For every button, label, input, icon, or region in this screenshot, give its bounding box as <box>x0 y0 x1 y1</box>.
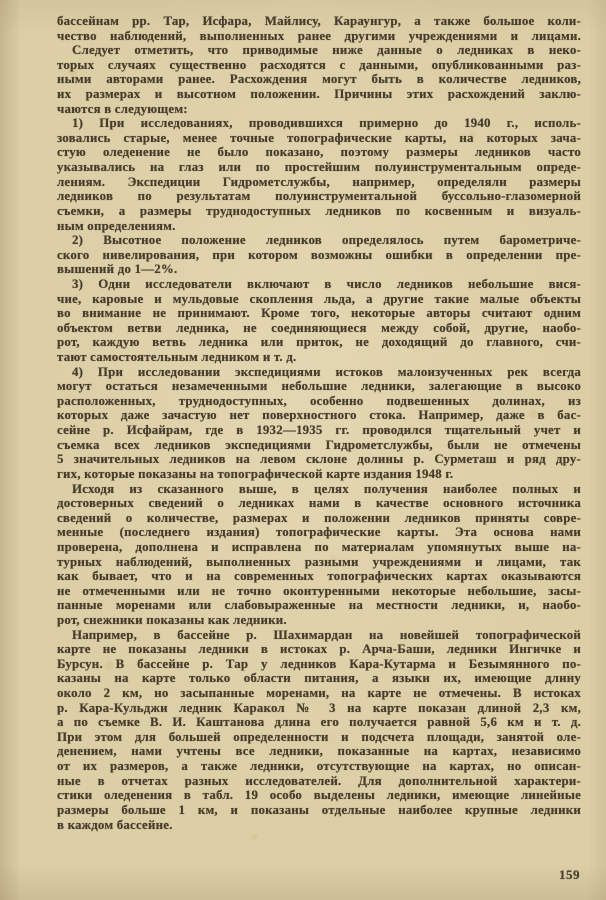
text-line: чие, каровые и мульдовые скопления льда, а другие такие малые объекты <box>57 291 581 306</box>
text-line: ные в отчетах разных исследователей. Для дополнительной характери- <box>57 773 581 788</box>
text-line: стики оледенения в табл. 19 особо выделены ледники, имеющие линейные <box>57 788 581 803</box>
text-line: 1) При исследованиях, проводившихся примерно до 1940 г., исполь- <box>72 116 581 131</box>
text-line: достоверных сведений о ледниках нами в качестве основного источника <box>57 496 581 511</box>
text-line: от их размеров, а также ледники, отсутствующие на картах, но описан- <box>57 759 581 774</box>
text-line: проверена, дополнена и исправлена по материалам упомянутых выше на- <box>57 539 581 554</box>
text-line: ным определениям. <box>57 218 176 233</box>
text-line: 3) Одни исследователи включают в число ледников небольшие вися- <box>72 276 581 291</box>
text-line: размеры больше 1 км, и показаны отдельные наиболее крупные ледники <box>57 802 581 817</box>
text-line: менные (последнего издания) топографические карты. Эта основа нами <box>57 525 581 540</box>
text-line: вышений до 1—2%. <box>57 262 178 277</box>
text-line: указывались на глаз или по простейшим полуинструментальным опреде- <box>57 160 581 175</box>
text-line: карте не показаны ледники в истоках р. Арча-Баши, ледники Ингичке и <box>57 642 581 657</box>
text-line: турных наблюдений, выполненных разными учреждениями и лицами, так <box>57 554 581 569</box>
text-line: чество наблюдений, выполненных ранее другими учреждениями и лицами. <box>57 28 581 43</box>
text-line: р. Кара-Кульджи ледник Каракол № 3 на карте показан длиной 2,3 км, <box>57 700 581 715</box>
text-line: ского нивелирования, при котором возможны ошибки в определении пре- <box>57 247 581 262</box>
text-line: их размерах и высотном положении. Причины этих расхождений заклю- <box>57 87 581 102</box>
text-line: зовались старые, менее точные топографические карты, на которых зача- <box>57 130 581 145</box>
body-text <box>57 14 581 832</box>
text-line: Например, в бассейне р. Шахимардан на новейшей топографической <box>72 627 581 642</box>
text-line: 5 значительных ледников на левом склоне долины р. Сурметаш и ряд дру- <box>57 452 581 467</box>
text-line: бассейнам рр. Тар, Исфара, Майлису, Караунгур, а также большое коли- <box>57 14 581 28</box>
text-line: Бурсун. В бассейне р. Тар у ледников Кара-Кутарма и Безымянного по- <box>57 656 581 671</box>
text-line: расположенных, труднодоступных, особенно подвешенных долинах, из <box>57 393 581 408</box>
page-number: 159 <box>559 867 580 882</box>
text-line: Исходя из сказанного выше, в целях получения наиболее полных и <box>72 481 581 496</box>
text-line: ледников по результатам полуинструментальной буссольно-глазомерной <box>57 189 581 204</box>
text-line: сведений о количестве, размерах и положении ледников приняты совре- <box>57 510 581 525</box>
text-line: ными авторами ранее. Расхождения могут быть в количестве ледников, <box>57 72 581 87</box>
text-line: объектом ветви ледника, не соединяющиеся между собой, другие, наобо- <box>57 320 581 335</box>
text-line: лениям. Экспедиции Гидрометслужбы, например, определяли размеры <box>57 174 581 189</box>
text-line: 2) Высотное положение ледников определялось путем барометриче- <box>72 233 581 248</box>
text-line: При этом для большей определенности и подсчета площади, занятой оле- <box>57 729 581 744</box>
text-line: съемки, а размеры труднодоступных ледников по косвенным и визуаль- <box>57 203 581 218</box>
text-line: около 2 км, но засыпанные моренами, на карте не отмечены. В истоках <box>57 686 581 701</box>
text-line: панные моренами или слабовыраженные на местности ледники, и, наобо- <box>57 598 581 613</box>
text-line: тают самостоятельным ледником и т. д. <box>57 350 297 365</box>
text-line: а по съемке В. И. Каштанова длина его получается равной 5,6 км и т. д. <box>57 715 581 730</box>
text-line: гих, которые показаны на топографической карте издания 1948 г. <box>57 466 454 481</box>
text-line: стую оледенение не было показано, поэтому размеры ледников часто <box>57 145 581 160</box>
text-line: денением, нами учтены все ледники, показанные на картах, независимо <box>57 744 581 759</box>
text-line: могут остаться незамеченными небольшие ледники, залегающие в высоко <box>57 379 581 394</box>
text-line: сейне р. Исфайрам, где в 1932—1935 гг. проводился тщательный учет и <box>57 423 581 438</box>
text-line: казаны на карте только области питания, а языки их, имеющие длину <box>57 671 581 686</box>
text-line: в каждом бассейне. <box>57 817 173 832</box>
text-line: не отмеченными или не точно оконтуренными некоторые небольшие, засы- <box>57 583 581 598</box>
text-line: во внимание не принимают. Кроме того, некоторые авторы считают одним <box>57 306 581 321</box>
text-line: съемка всех ледников экспедициями Гидрометслужбы, были не отмечены <box>57 437 581 452</box>
text-line: торых случаях существенно расходятся с данными, опубликованными раз- <box>57 57 581 72</box>
text-line: как бывает, что и на современных топографических картах оказываются <box>57 569 581 584</box>
text-line: рот, каждую ветвь ледника или приток, не доходящий до главного, счи- <box>57 335 581 350</box>
text-line: которых даже зачастую нет поверхностного стока. Например, даже в бас- <box>57 408 581 423</box>
text-line: Следует отметить, что приводимые ниже данные о ледниках в неко- <box>72 43 581 58</box>
text-line: 4) При исследовании экспедициями истоков малоизученных рек всегда <box>72 364 581 379</box>
text-line: чаются в следующем: <box>57 101 188 116</box>
text-line: рот, снежники показаны как ледники. <box>57 612 287 627</box>
